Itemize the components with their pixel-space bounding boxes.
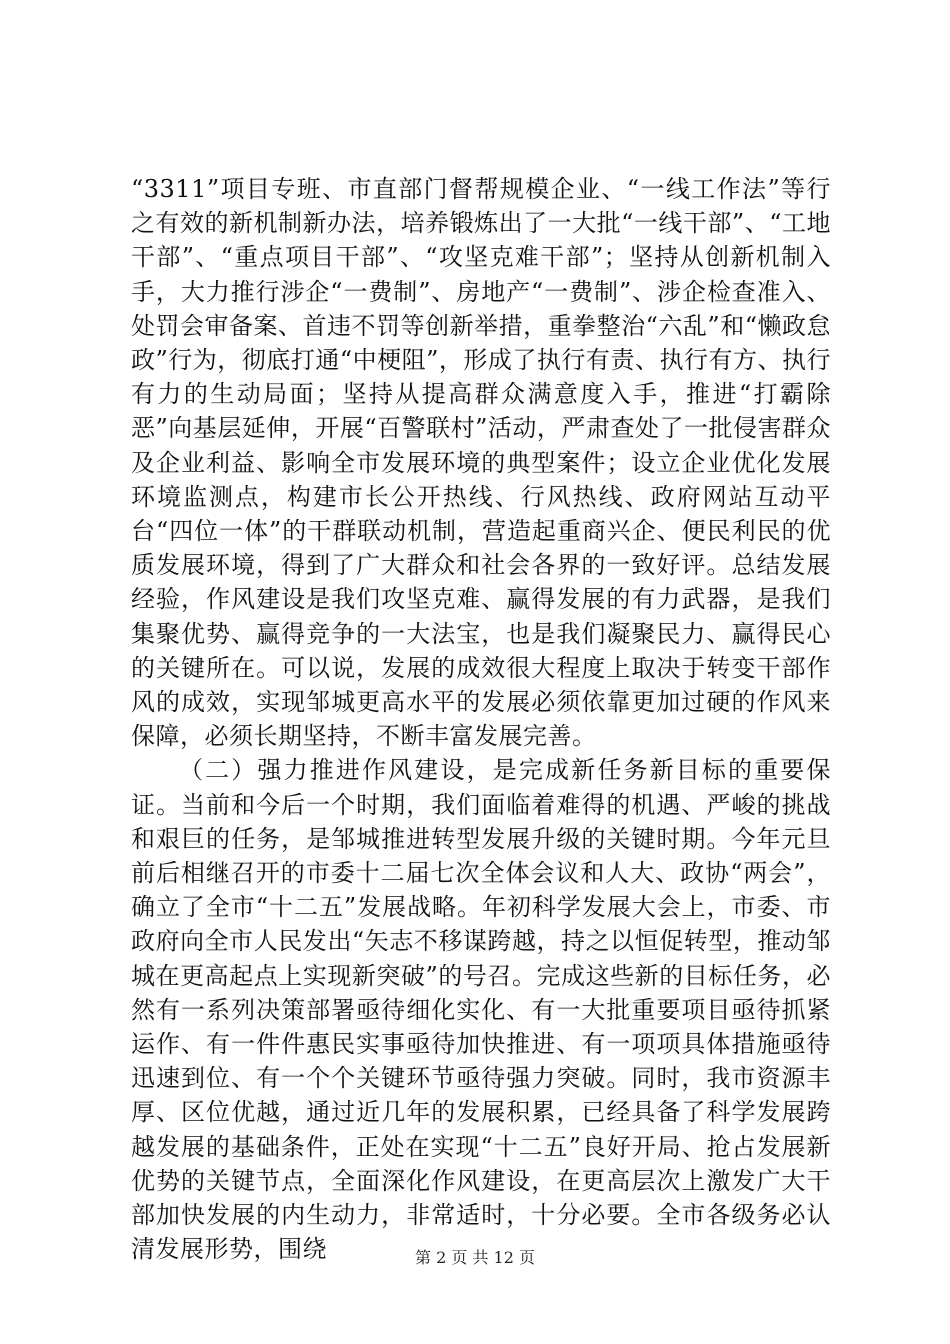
document-body	[131, 172, 831, 1267]
paragraph-1: “3311”项目专班、市直部门督帮规模企业、“一线工作法”等行之有效的新机制新办法，培养锻炼出了一大批“一线干部”、“工地干部”、“重点项目干部”、“攻坚克难干部”；坚持从创新机制入手，大力推行涉企“一费制”、房地产“一费制”、涉企检查准入、处罚会审备案、首违不罚等创新举措，重拳整治“六乱”和“懒政怠政”行为，彻底打通“中梗阻”，形成了执行有责、执行有方、执行有力的生动局面；坚持从提高群众满意度入手，推进“打霸除恶”向基层延伸，开展“百警联村”活动，严肃查处了一批侵害群众及企业利益、影响全市发展环境的典型案件；设立企业优化发展环境监测点，构建市长公开热线、行风热线、政府网站互动平台“四位一体”的干群联动机制，营造起重商兴企、便民利民的优质发展环境，得到了广大群众和社会各界的一致好评。总结发展经验，作风建设是我们攻坚克难、赢得发展的有力武器，是我们集聚优势、赢得竞争的一大法宝，也是我们凝聚民力、赢得民心的关键所在。可以说，发展的成效很大程度上取决于转变干部作风的成效，实现邹城更高水平的发展必须依靠更加过硬的作风来保障，必须长期坚持，不断丰富发展完善。	[131, 175, 831, 751]
page-number-footer: 第 2 页 共 12 页	[415, 1248, 535, 1267]
paragraph-2: （二）强力推进作风建设，是完成新任务新目标的重要保证。当前和今后一个时期，我们面临着难得的机遇、严峻的挑战和艰巨的任务，是邹城推进转型发展升级的关键时期。今年元旦前后相继召开的市委十二届七次全体会议和人大、政协“两会”，确立了全市“十二五”发展战略。年初科学发展大会上，市委、市政府向全市人民发出“矢志不移谋跨越，持之以恒促转型，推动邹城在更高起点上实现新突破”的号召。完成这些新的目标任务，必然有一系列决策部署亟待细化实化、有一大批重要项目亟待抓紧运作、有一件件惠民实事亟待加快推进、有一项项具体措施亟待迅速到位、有一个个关键环节亟待强力突破。同时，我市资源丰厚、区位优越，通过近几年的发展积累，已经具备了科学发展跨越发展的基础条件，正处在实现“十二五”良好开局、抢占发展新优势的关键节点，全面深化作风建设，在更高层次上激发广大干部加快发展的内生动力，非常适时，十分必要。全市各级务必认清发展形势，围绕	[131, 756, 831, 1264]
